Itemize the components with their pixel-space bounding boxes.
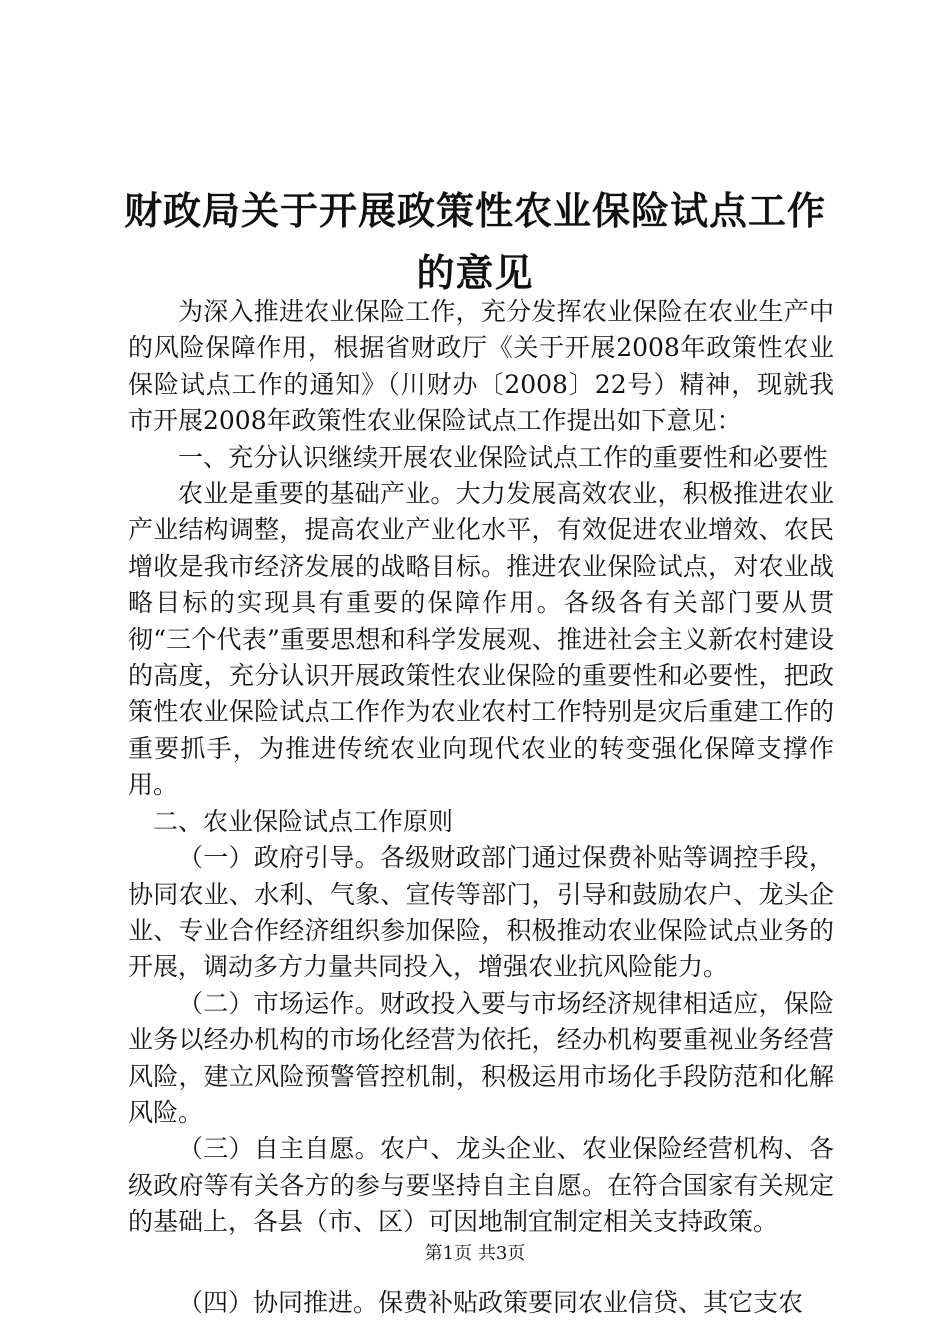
principle-paragraph-3: （三）自主自愿。农户、龙头企业、农业保险经营机构、各级政府等有关各方的参与要坚持自主自愿。在符合国家有关规定的基础上，各县（市、区）可因地制宜制定相关支持政策。 bbox=[128, 1134, 834, 1237]
intro-paragraph: 为深入推进农业保险工作，充分发挥农业保险在农业生产中的风险保障作用，根据省财政厅《关于开展2008年政策性农业保险试点工作的通知》（川财办〔2008〕22号）精神，现就我市开展2008年政策性农业保险试点工作提出如下意见： bbox=[128, 297, 834, 436]
document-title: 财政局关于开展政策性农业保险试点工作的意见 bbox=[123, 188, 826, 295]
page-number-footer: 第1页 共3页 bbox=[424, 1243, 526, 1264]
section-heading-2: 二、农业保险试点工作原则 bbox=[153, 806, 454, 836]
principle-paragraph-1: （一）政府引导。各级财政部门通过保费补贴等调控手段，协同农业、水利、气象、宣传等部门，引导和鼓励农户、龙头企业、专业合作经济组织参加保险，积极推动农业保险试点业务的开展，调动多方力量共同投入，增强农业抗风险能力。 bbox=[128, 843, 834, 982]
principle-paragraph-2: （二）市场运作。财政投入要与市场经济规律相适应，保险业务以经办机构的市场化经营为依托，经办机构要重视业务经营风险，建立风险预警管控机制，积极运用市场化手段防范和化解风险。 bbox=[128, 988, 834, 1127]
section-heading-1: 一、充分认识继续开展农业保险试点工作的重要性和必要性 bbox=[178, 442, 829, 472]
document-body bbox=[128, 294, 834, 1321]
body-paragraph-1: 农业是重要的基础产业。大力发展高效农业，积极推进农业产业结构调整，提高农业产业化水平，有效促进农业增效、农民增收是我市经济发展的战略目标。推进农业保险试点，对农业战略目标的实现具有重要的保障作用。各级各有关部门要从贯彻“三个代表”重要思想和科学发展观、推进社会主义新农村建设的高度，充分认识开展政策性农业保险的重要性和必要性，把政策性农业保险试点工作作为农业农村工作特别是灾后重建工作的重要抓手，为推进传统农业向现代农业的转变强化保障支撑作用。 bbox=[128, 479, 834, 800]
principle-paragraph-4: （四）协同推进。保费补贴政策要同农业信贷、其它支农 bbox=[178, 1287, 804, 1317]
